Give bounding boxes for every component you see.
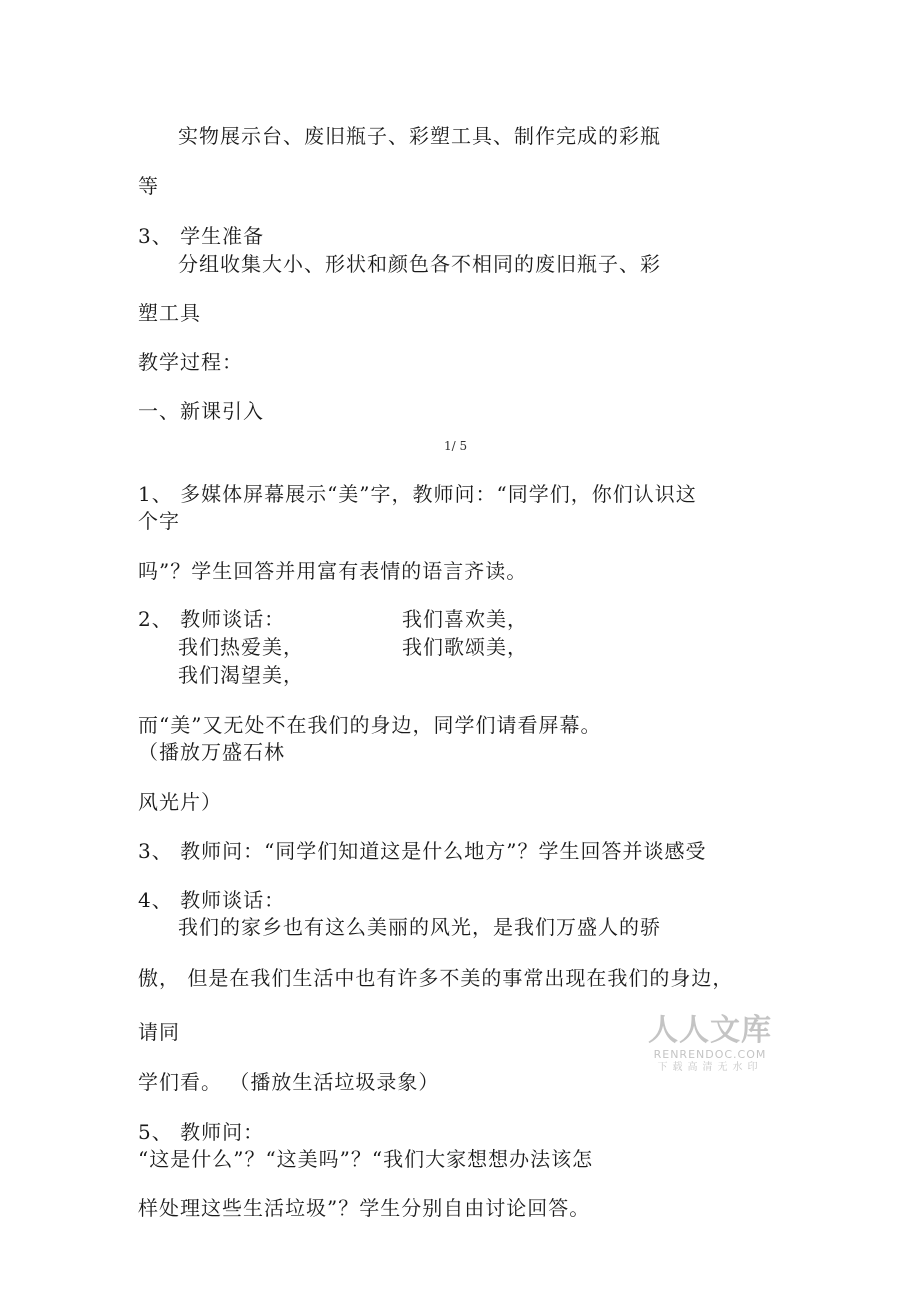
text-line: 吗”？学生回答并用富有表情的语言齐读。 xyxy=(138,559,528,583)
watermark-note: 下载高清无水印 xyxy=(657,1062,763,1073)
text-line: 分组收集大小、形状和颜色各不相同的废旧瓶子、彩 xyxy=(178,252,661,276)
text-line: “这是什么”？“这美吗”？“我们大家想想办法该怎 xyxy=(138,1147,594,1171)
text-line: （播放万盛石林 xyxy=(138,740,285,764)
text-line: 塑工具 xyxy=(138,301,201,325)
text-line: 傲， 但是在我们生活中也有许多不美的事常出现在我们的身边， xyxy=(138,966,734,990)
text-line: 我们喜欢美， xyxy=(402,607,528,631)
text-line: 实物展示台、废旧瓶子、彩塑工具、制作完成的彩瓶 xyxy=(178,124,661,148)
text-line: 1、 多媒体屏幕展示“美”字，教师问：“同学们，你们认识这 xyxy=(138,482,697,506)
text-line: 风光片） xyxy=(138,790,222,814)
page-number: 1/ 5 xyxy=(444,439,468,453)
text-line: 样处理这些生活垃圾”？学生分别自由讨论回答。 xyxy=(138,1196,591,1220)
watermark-logo xyxy=(646,1014,774,1074)
text-line: 我们的家乡也有这么美丽的风光，是我们万盛人的骄 xyxy=(178,915,661,939)
text-line: 2、 教师谈话： xyxy=(138,607,286,631)
text-line: 而“美”又无处不在我们的身边，同学们请看屏幕。 xyxy=(138,713,602,737)
watermark-title: 人人文库 xyxy=(648,1013,772,1048)
text-line: 个字 xyxy=(138,509,180,533)
text-line: 我们歌颂美， xyxy=(402,635,528,659)
text-line: 5、 教师问： xyxy=(138,1120,265,1144)
section-heading: 3、 学生准备 xyxy=(138,224,265,248)
text-line: 等 xyxy=(138,174,159,198)
text-line: 我们热爱美， xyxy=(178,635,304,659)
watermark-site: RENRENDOC.COM xyxy=(653,1048,767,1061)
text-line: 我们渴望美， xyxy=(178,663,304,687)
text-line: 3、 教师问：“同学们知道这是什么地方”？学生回答并谈感受 xyxy=(138,839,707,863)
section-heading: 一、新课引入 xyxy=(138,399,264,423)
section-heading: 教学过程： xyxy=(138,350,243,374)
text-line: 学们看。 （播放生活垃圾录象） xyxy=(138,1070,440,1094)
text-line: 请同 xyxy=(138,1020,180,1044)
text-line: 4、 教师谈话： xyxy=(138,888,286,912)
